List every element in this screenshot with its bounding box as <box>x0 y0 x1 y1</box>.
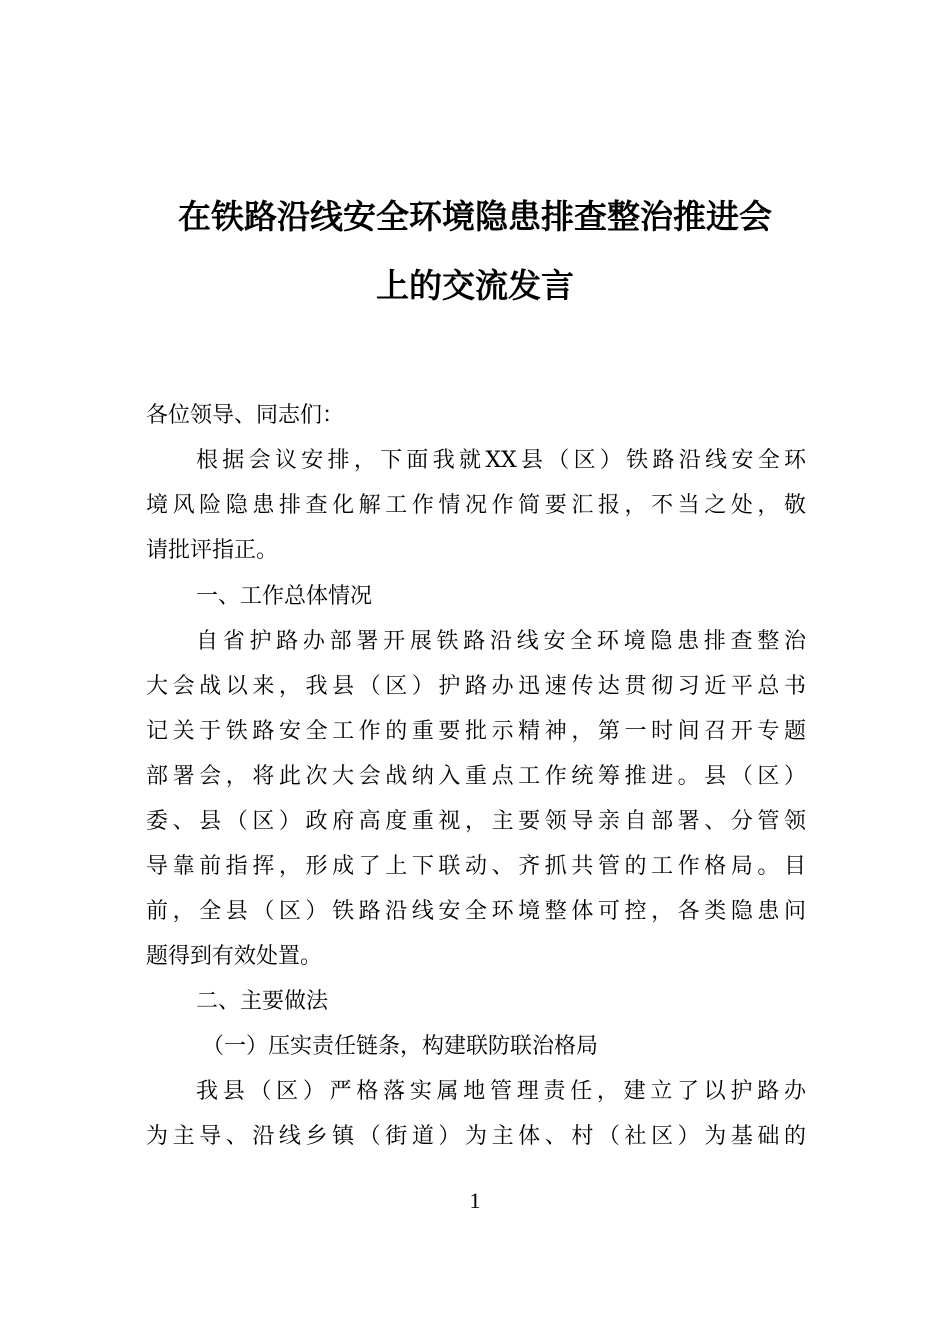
intro-line-2: 境风险隐患排查化解工作情况作简要汇报，不当之处，敬 <box>146 493 806 518</box>
page-number: 1 <box>469 1188 481 1213</box>
section-1-line-3: 记关于铁路安全工作的重要批示精神，第一时间召开专题 <box>146 719 806 744</box>
section-2-heading: 二、主要做法 <box>196 989 329 1014</box>
subsection-1-heading: （一）压实责任链条，构建联防联治格局 <box>202 1034 599 1059</box>
section-1-line-4: 部署会，将此次大会战纳入重点工作统筹推进。县（区） <box>146 764 806 789</box>
section-1-line-5: 委、县（区）政府高度重视，主要领导亲自部署、分管领 <box>146 809 806 834</box>
subsection-1-line-2: 为主导、沿线乡镇（街道）为主体、村（社区）为基础的 <box>146 1124 806 1149</box>
subsection-1-line-1: 我县（区）严格落实属地管理责任，建立了以护路办 <box>196 1079 806 1104</box>
section-1-line-7: 前，全县（区）铁路沿线安全环境整体可控，各类隐患问 <box>146 899 806 924</box>
document-title-line-2: 上的交流发言 <box>376 266 574 305</box>
salutation: 各位领导、同志们： <box>146 403 345 428</box>
section-1-line-8: 题得到有效处置。 <box>146 944 323 969</box>
section-1-line-2: 大会战以来，我县（区）护路办迅速传达贯彻习近平总书 <box>146 674 806 699</box>
intro-line-1: 根据会议安排，下面我就XX县（区）铁路沿线安全环 <box>196 448 806 473</box>
intro-line-3: 请批评指正。 <box>146 538 279 563</box>
document-title-line-1: 在铁路沿线安全环境隐患排查整治推进会 <box>178 197 772 236</box>
section-1-line-6: 导靠前指挥，形成了上下联动、齐抓共管的工作格局。目 <box>146 854 806 879</box>
section-1-heading: 一、工作总体情况 <box>196 584 373 609</box>
section-1-line-1: 自省护路办部署开展铁路沿线安全环境隐患排查整治 <box>196 629 806 654</box>
